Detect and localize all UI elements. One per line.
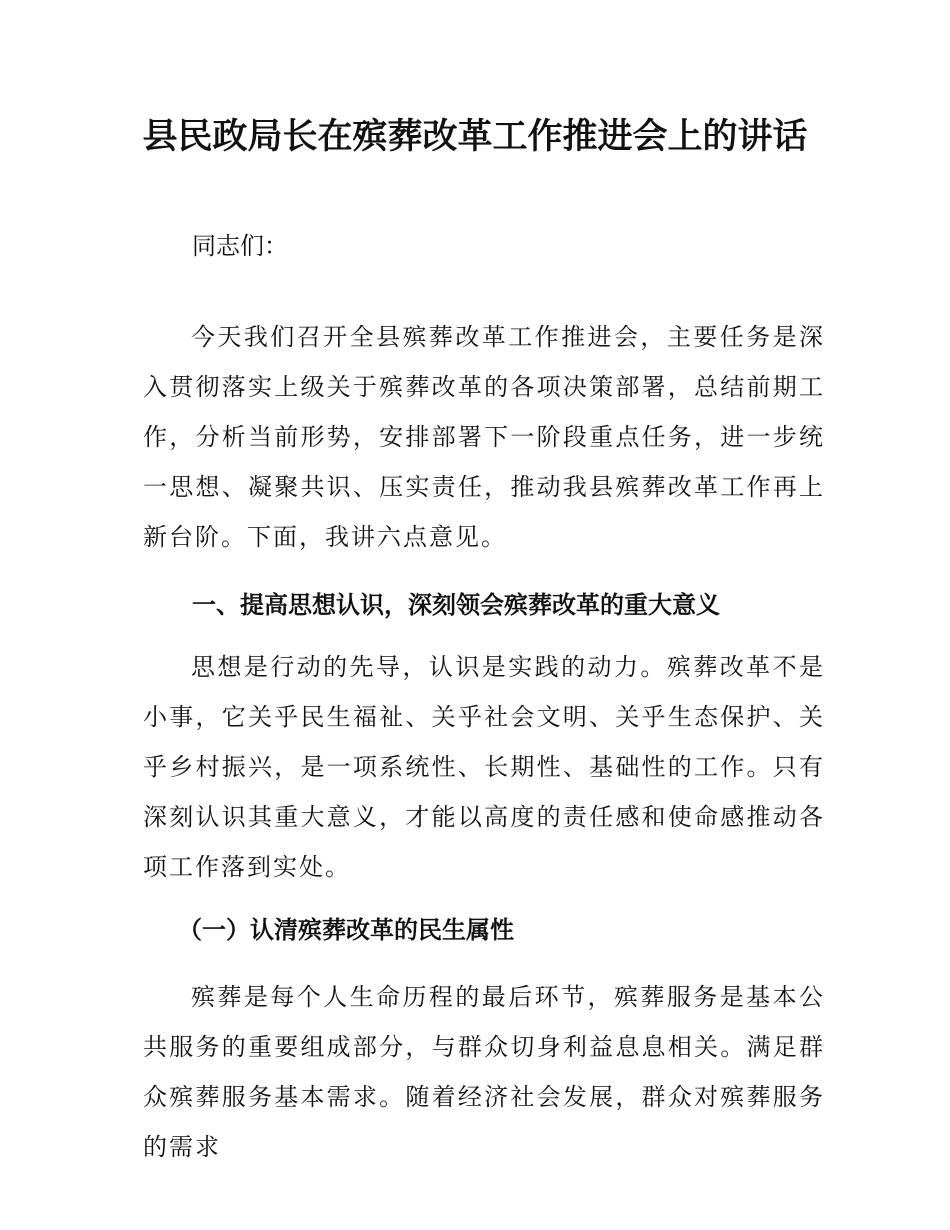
subsection-1-paragraph: 殡葬是每个人生命历程的最后环节，殡葬服务是基本公共服务的重要组成部分，与群众切身利益息息相关。满足群众殡葬服务基本需求。随着经济社会发展，群众对殡葬服务的需求 [143,983,825,1161]
greeting: 同志们： [192,232,288,260]
section-1-paragraph: 思想是行动的先导，认识是实践的动力。殡葬改革不是小事，它关乎民生福祉、关乎社会文明、关乎生态保护、关乎乡村振兴，是一项系统性、长期性、基础性的工作。只有深刻认识其重大意义，才能以高度的责任感和使命感推动各项工作落到实处。 [143,653,825,881]
intro-paragraph: 今天我们召开全县殡葬改革工作推进会，主要任务是深入贯彻落实上级关于殡葬改革的各项决策部署，总结前期工作，分析当前形势，安排部署下一阶段重点任务，进一步统一思想、凝聚共识、压实责任，推动我县殡葬改革工作再上新台阶。下面，我讲六点意见。 [143,323,825,551]
section-heading-1: 一、提高思想认识，深刻领会殡葬改革的重大意义 [192,591,720,619]
subsection-heading-1: （一）认清殡葬改革的民生属性 [178,916,514,944]
document-title: 县民政局长在殡葬改革工作推进会上的讲话 [142,116,808,157]
